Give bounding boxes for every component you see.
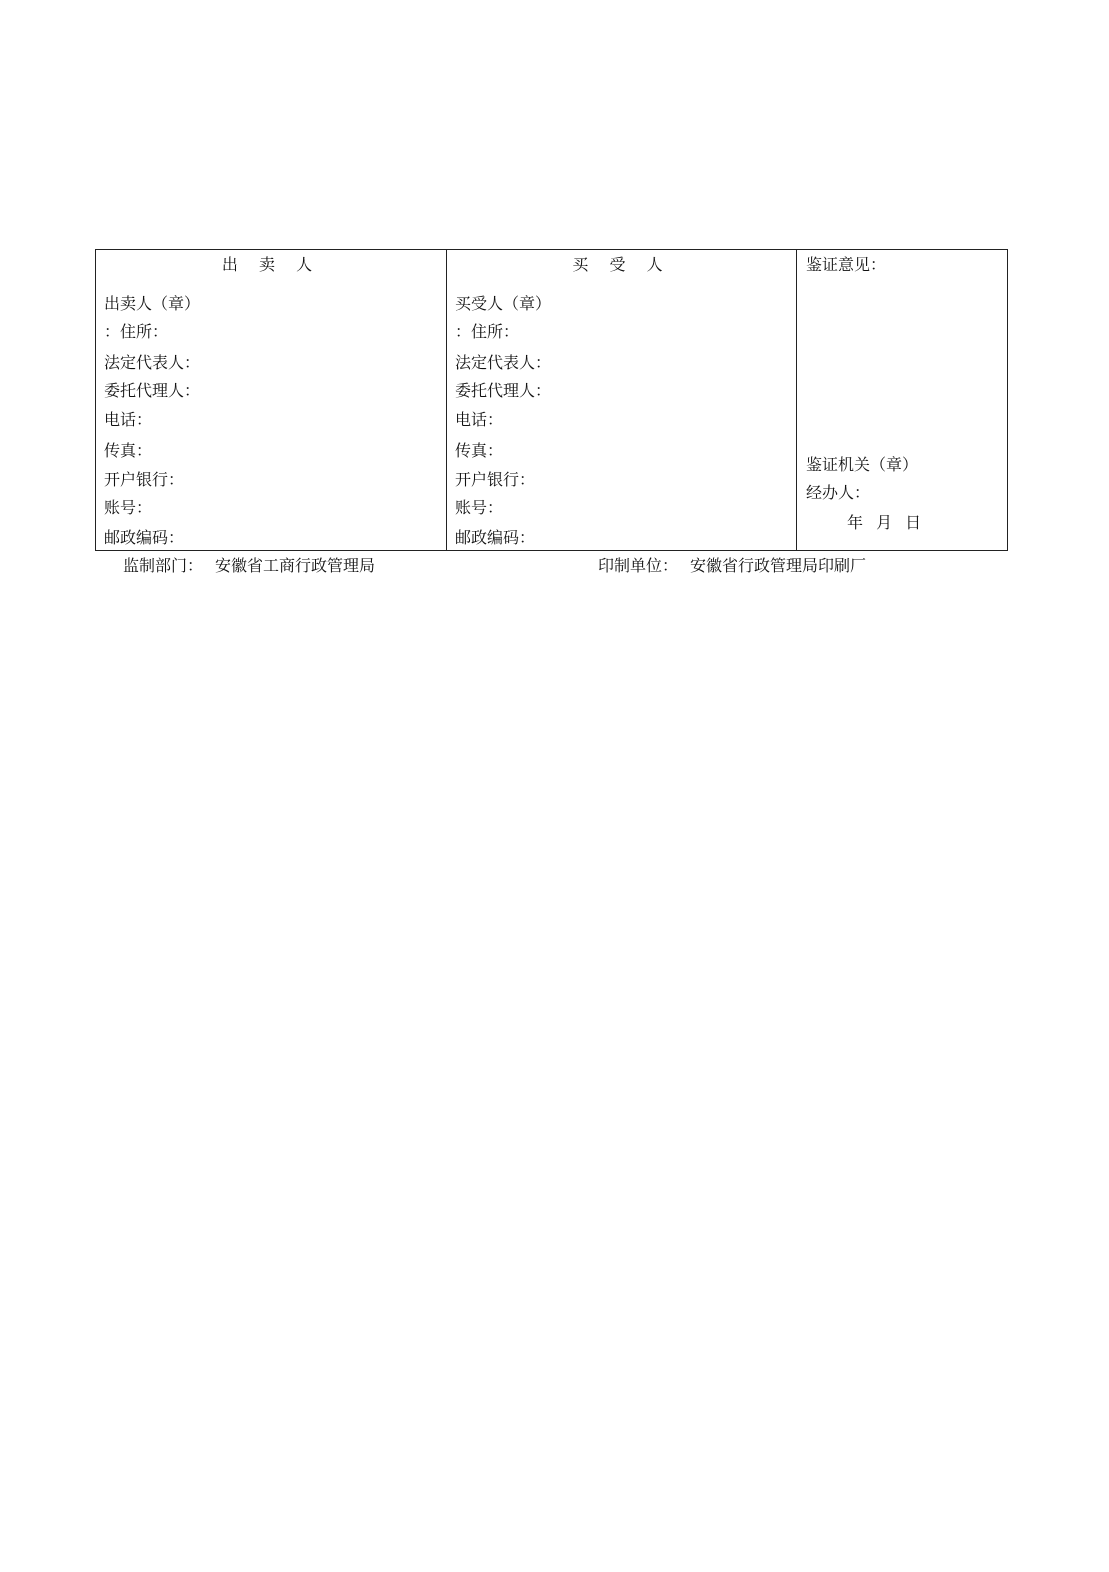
buyer-legal-rep-label: 法定代表人： <box>455 353 552 372</box>
seller-postcode-label: 邮政编码： <box>104 528 185 547</box>
verification-handler-label: 经办人： <box>806 483 871 502</box>
seller-column <box>96 250 447 550</box>
footer-supervisor <box>123 556 375 576</box>
buyer-account-label: 账号： <box>455 498 504 517</box>
seller-fax-label: 传真： <box>104 441 153 460</box>
signature-table <box>95 249 1008 551</box>
seller-phone-label: 电话： <box>104 410 153 429</box>
footer-supervisor-label: 监制部门： <box>123 556 204 575</box>
footer-printer <box>598 556 866 576</box>
verification-opinion-label: 鉴证意见： <box>806 255 887 274</box>
seller-legal-rep-label: 法定代表人： <box>104 353 201 372</box>
footer-supervisor-value: 安徽省工商行政管理局 <box>215 556 376 575</box>
footer-printer-label: 印制单位： <box>598 556 679 575</box>
verification-column <box>797 250 1007 550</box>
seller-header: 出 卖 人 <box>221 255 321 274</box>
verification-date-label: 年 月 日 <box>847 513 924 532</box>
buyer-phone-label: 电话： <box>455 410 504 429</box>
buyer-header: 买 受 人 <box>572 255 671 274</box>
seller-seal-label: 出卖人（章） <box>104 294 201 313</box>
buyer-address-label: ：住所： <box>455 322 520 341</box>
buyer-column <box>447 250 797 550</box>
seller-bank-label: 开户银行： <box>104 470 185 489</box>
seller-agent-label: 委托代理人： <box>104 381 201 400</box>
verification-authority-label: 鉴证机关（章） <box>806 455 919 474</box>
buyer-fax-label: 传真： <box>455 441 504 460</box>
buyer-seal-label: 买受人（章） <box>455 294 552 313</box>
buyer-bank-label: 开户银行： <box>455 470 536 489</box>
footer-printer-value: 安徽省行政管理局印刷厂 <box>690 556 867 575</box>
seller-account-label: 账号： <box>104 498 153 517</box>
buyer-postcode-label: 邮政编码： <box>455 528 536 547</box>
seller-address-label: ：住所： <box>104 322 169 341</box>
buyer-agent-label: 委托代理人： <box>455 381 552 400</box>
